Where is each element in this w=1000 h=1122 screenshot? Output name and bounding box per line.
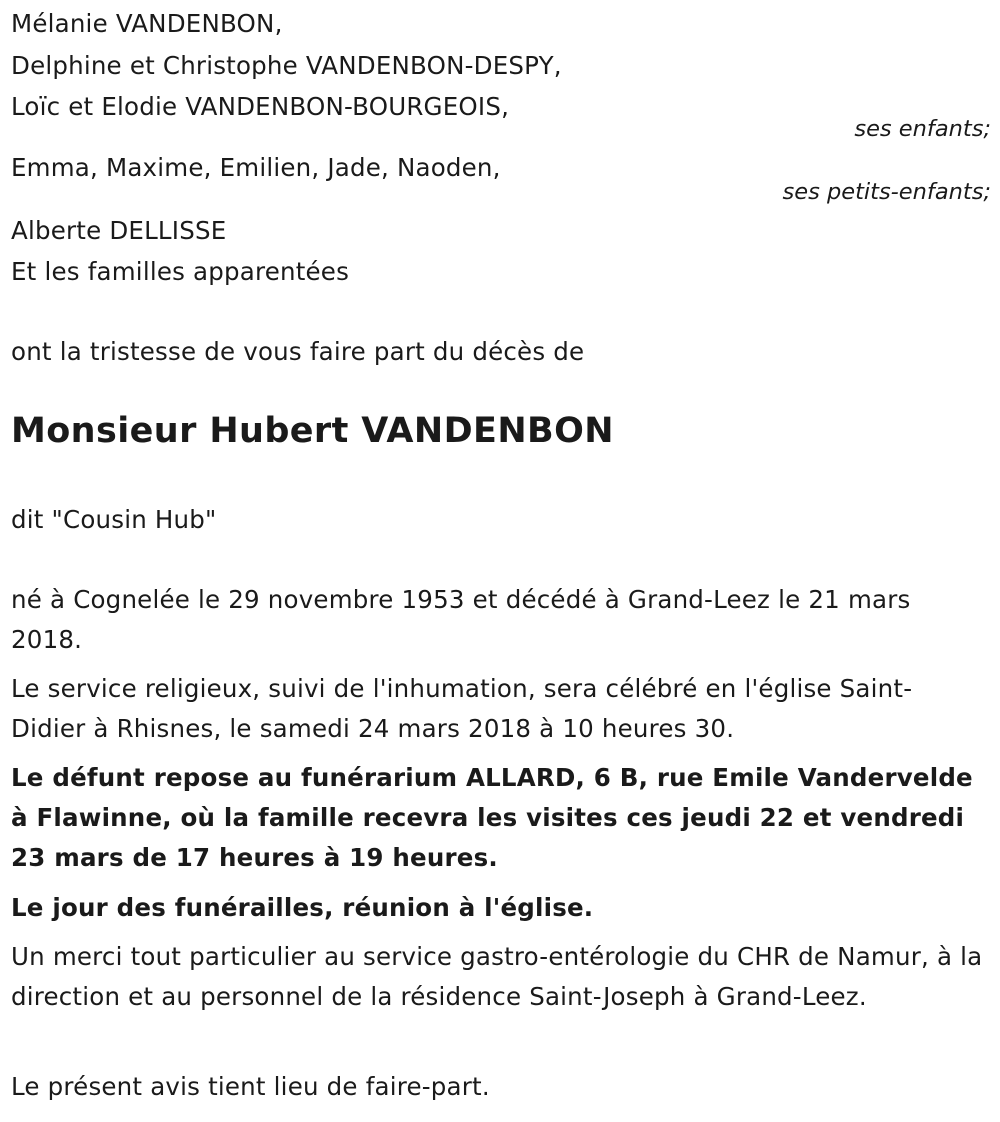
grandchildren-label: ses petits-enfants; bbox=[782, 179, 991, 205]
child-3: Loïc et Elodie VANDENBON-BOURGEOIS, bbox=[11, 92, 510, 121]
closing-paragraph: Le présent avis tient lieu de faire-part. bbox=[11, 1072, 490, 1101]
obituary-notice bbox=[11, 0, 991, 1122]
service-paragraph: Le service religieux, suivi de l'inhumation, sera célébré en l'église Saint-Didier à Rhisnes, le samedi 24 mars 2018 à 10 heures 30. bbox=[11, 674, 913, 743]
child-1: Mélanie VANDENBON, bbox=[11, 9, 283, 38]
children-label: ses enfants; bbox=[854, 116, 991, 142]
child-2: Delphine et Christophe VANDENBON-DESPY, bbox=[11, 51, 562, 80]
relative-1: Alberte DELLISSE bbox=[11, 216, 227, 245]
deceased-name: Monsieur Hubert VANDENBON bbox=[11, 411, 614, 451]
thanks-paragraph: Un merci tout particulier au service gastro-entérologie du CHR de Namur, à la direction et au personnel de la résidence Saint-Joseph à Grand-Leez. bbox=[11, 942, 983, 1011]
deceased-nickname: dit "Cousin Hub" bbox=[11, 505, 217, 534]
birth-death-paragraph: né à Cognelée le 29 novembre 1953 et décédé à Grand-Leez le 21 mars 2018. bbox=[11, 585, 911, 654]
gathering-paragraph: Le jour des funérailles, réunion à l'église. bbox=[11, 893, 594, 922]
announcement: ont la tristesse de vous faire part du décès de bbox=[11, 337, 585, 366]
relative-2: Et les familles apparentées bbox=[11, 257, 350, 286]
visitation-paragraph: Le défunt repose au funérarium ALLARD, 6 B, rue Emile Vandervelde à Flawinne, où la famille recevra les visites ces jeudi 22 et vendredi 23 mars de 17 heures à 19 heures. bbox=[11, 763, 973, 872]
grandchildren: Emma, Maxime, Emilien, Jade, Naoden, bbox=[11, 153, 501, 182]
